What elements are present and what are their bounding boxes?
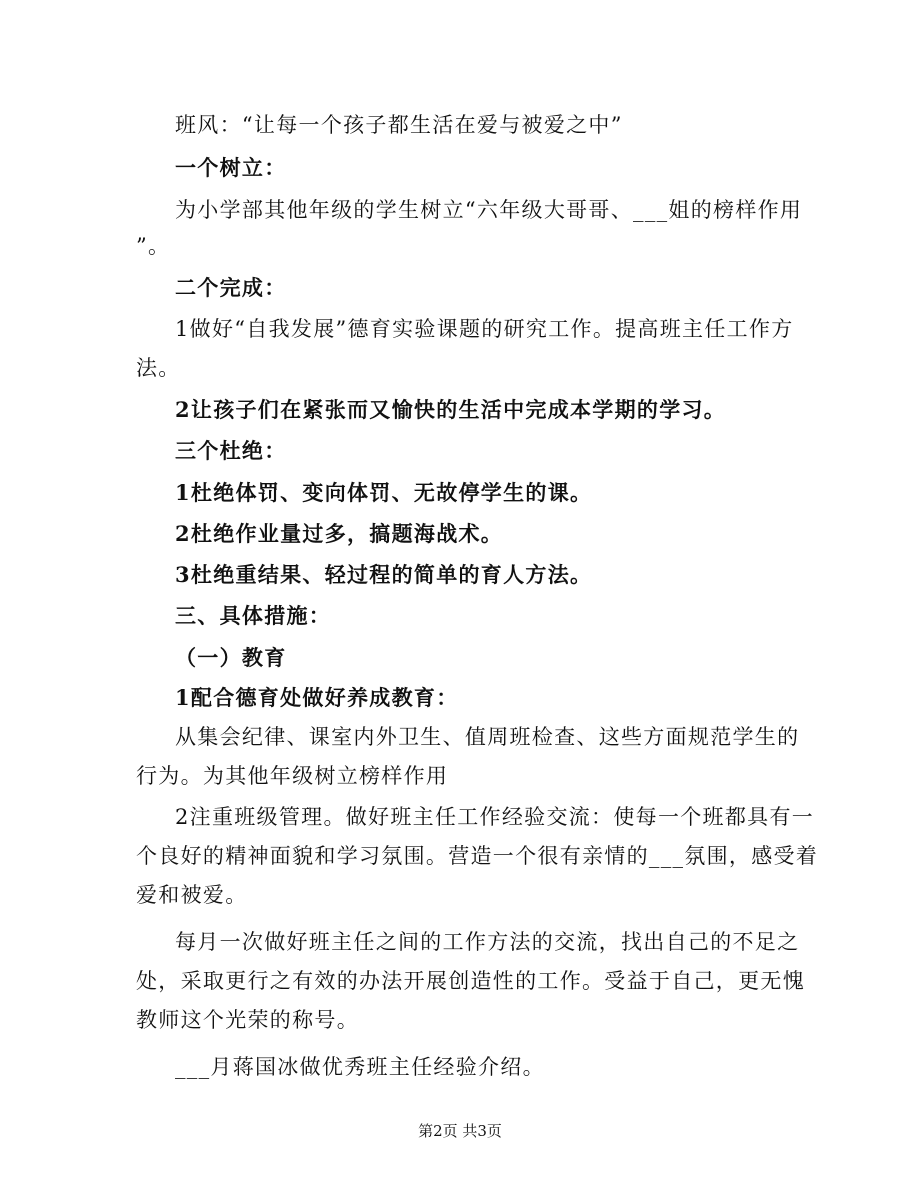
paragraph-management-cont: 个良好的精神面貌和学习氛围。营造一个很有亲情的___氛围，感受着 bbox=[136, 844, 819, 868]
paragraph-education-1: 1配合德育处做好养成教育： bbox=[175, 685, 459, 710]
heading-three-prohibit: 三个杜绝： bbox=[175, 438, 287, 463]
heading-two-complete: 二个完成： bbox=[175, 275, 287, 300]
paragraph-experience: ___月蒋国冰做优秀班主任经验介绍。 bbox=[175, 1055, 545, 1079]
paragraph-complete-1-cont: 法。 bbox=[136, 356, 181, 380]
paragraph-monthly: 每月一次做好班主任之间的工作方法的交流，找出自己的不足之 bbox=[175, 930, 800, 954]
paragraph-prohibit-3: 3杜绝重结果、轻过程的简单的育人方法。 bbox=[175, 562, 593, 587]
paragraph-monthly-end: 教师这个光荣的称号。 bbox=[136, 1008, 359, 1032]
class-motto: 班风：“让每一个孩子都生活在爱与被爱之中” bbox=[175, 113, 623, 137]
heading-education: （一）教育 bbox=[175, 645, 287, 670]
paragraph-discipline-cont: 行为。为其他年级树立榜样作用 bbox=[136, 764, 449, 788]
paragraph-monthly-cont: 处，采取更行之有效的办法开展创造性的工作。受益于自己，更无愧 bbox=[136, 969, 805, 993]
paragraph-management-end: 爱和被爱。 bbox=[136, 883, 248, 907]
paragraph-complete-2: 2让孩子们在紧张而又愉快的生活中完成本学期的学习。 bbox=[175, 397, 727, 422]
paragraph-management: 2注重班级管理。做好班主任工作经验交流：使每一个班都具有一 bbox=[175, 805, 815, 829]
paragraph-complete-1: 1做好“自我发展”德育实验课题的研究工作。提高班主任工作方 bbox=[175, 317, 794, 341]
page-number: 第2页 共3页 bbox=[418, 1122, 502, 1140]
paragraph-establish-cont: ”。 bbox=[136, 234, 171, 258]
paragraph-discipline: 从集会纪律、课室内外卫生、值周班检查、这些方面规范学生的 bbox=[175, 725, 800, 749]
heading-measures: 三、具体措施： bbox=[175, 603, 332, 628]
heading-one-establish: 一个树立： bbox=[175, 155, 287, 180]
paragraph-establish: 为小学部其他年级的学生树立“六年级大哥哥、___姐的榜样作用 bbox=[175, 198, 803, 222]
paragraph-prohibit-2: 2杜绝作业量过多，搞题海战术。 bbox=[175, 521, 504, 546]
paragraph-prohibit-1: 1杜绝体罚、变向体罚、无故停学生的课。 bbox=[175, 480, 593, 505]
